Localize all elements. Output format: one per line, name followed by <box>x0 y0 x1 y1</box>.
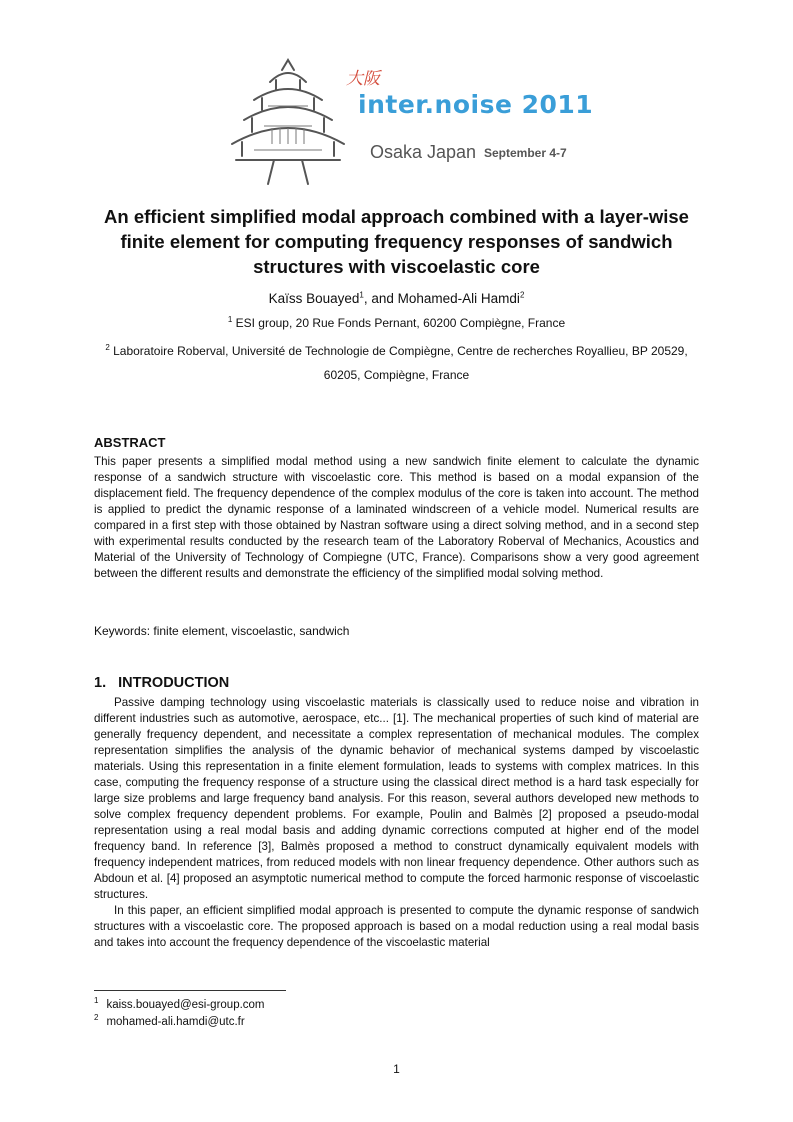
page-number: 1 <box>393 1062 400 1076</box>
author-mark: 1 <box>359 290 364 300</box>
footnote-2 <box>94 1013 245 1028</box>
author-mark: 2 <box>519 290 525 300</box>
footnote-email: kaiss.bouayed@esi-group.com <box>106 998 265 1011</box>
affiliation-text: Laboratoire Roberval, Université de Technologie de Compiègne, Centre de recherches Royallieu, BP 20529, 60205, Compiègne, France <box>109 344 688 382</box>
affiliation-mark: 2 <box>105 343 110 352</box>
paragraph: In this paper, an efficient simplified modal approach is presented to compute the dynamic response of sandwich structures with a viscoelastic core. The proposed approach is based on a modal reduction using a real modal basis and takes into account the frequency dependence of the viscoelastic material <box>94 904 699 949</box>
conference-name: inter.noise 2011 <box>358 90 594 119</box>
author-name: Mohamed-Ali Hamdi <box>397 291 520 306</box>
paragraph: Passive damping technology using viscoelastic materials is classically used to reduce noise and vibration in different industries such as automotive, aerospace, etc... [1]. The mechanical properties of such kind of material are generally frequency dependent, and necessitate a complex representation of mechanical modules. The complex representation simplifies the analysis of the dynamic behavior of mechanical systems damped by viscoelastic materials. Using this representation in a finite element formulation, leads to systems with complex matrices. In this case, computing the frequency response of a structure using the classical direct method is a hard task especially for large size problems and large frequency band analysis. For this reason, several authors developed new methods to solve complex frequency dependent problems. For example, Poulin and Balmès [2] proposed a pseudo-modal representation using a real modal basis and adding dynamic corrections computed at higher end of the model frequency band. In reference [3], Balmès proposed a method to construct dynamically equivalent models with frequency independent matrices, from reduced models with non linear frequency dependence. Other authors such as Abdoun et al. [4] proposed an asymptotic numerical method to compute the forced harmonic response of viscoelastic structures. <box>94 696 699 901</box>
footnote-email: mohamed-ali.hamdi@utc.fr <box>106 1015 245 1028</box>
section-number: 1. <box>94 675 107 691</box>
footnote-divider <box>94 990 286 991</box>
author-line <box>0 291 793 306</box>
logo-kanji: 大阪 <box>346 69 380 89</box>
author-name: Kaïss Bouayed <box>268 291 360 306</box>
section-title: INTRODUCTION <box>118 675 230 691</box>
footnote-mark: 1 <box>94 996 99 1005</box>
affiliation-text: ESI group, 20 Rue Fonds Pernant, 60200 Compiègne, France <box>232 316 566 330</box>
conference-dates: September 4-7 <box>484 146 567 160</box>
abstract-heading: ABSTRACT <box>94 435 166 450</box>
keywords: Keywords: finite element, viscoelastic, sandwich <box>94 624 350 638</box>
footnote-1 <box>94 996 265 1011</box>
section-heading <box>94 675 229 691</box>
affiliation-mark: 1 <box>227 315 233 324</box>
conference-logo <box>224 56 594 188</box>
introduction-body <box>94 695 699 951</box>
conference-location: Osaka Japan <box>370 142 477 162</box>
footnote-mark: 2 <box>94 1013 99 1022</box>
abstract-body: This paper presents a simplified modal method using a new sandwich finite element to calculate the dynamic response of a sandwich structure with viscoelastic core. This method is based on a modal expansion of the displacement field. The frequency dependence of the complex modulus of the core is taken into account. The method is applied to predict the dynamic response of a laminated windscreen of a vehicle model. Numerical results are compared in a first step with those obtained by Nastran software using a direct solving method, and in a second step with experimental results conducted by the research team of the Laboratory Roberval of Mechanics, Acoustics and Material of the University of Technology of Compiegne (UTC, France). Comparisons show a very good agreement between the different results and demonstrate the efficiency of the simplified modal solving method. <box>94 455 699 580</box>
osaka-castle-icon <box>224 56 354 188</box>
paper-title: An efficient simplified modal approach combined with a layer-wise finite element for computing frequency responses of sandwich structures with viscoelastic core <box>104 206 689 277</box>
affiliation-1 <box>0 316 793 330</box>
affiliation-2 <box>90 339 703 387</box>
author-separator: , and <box>363 291 398 306</box>
